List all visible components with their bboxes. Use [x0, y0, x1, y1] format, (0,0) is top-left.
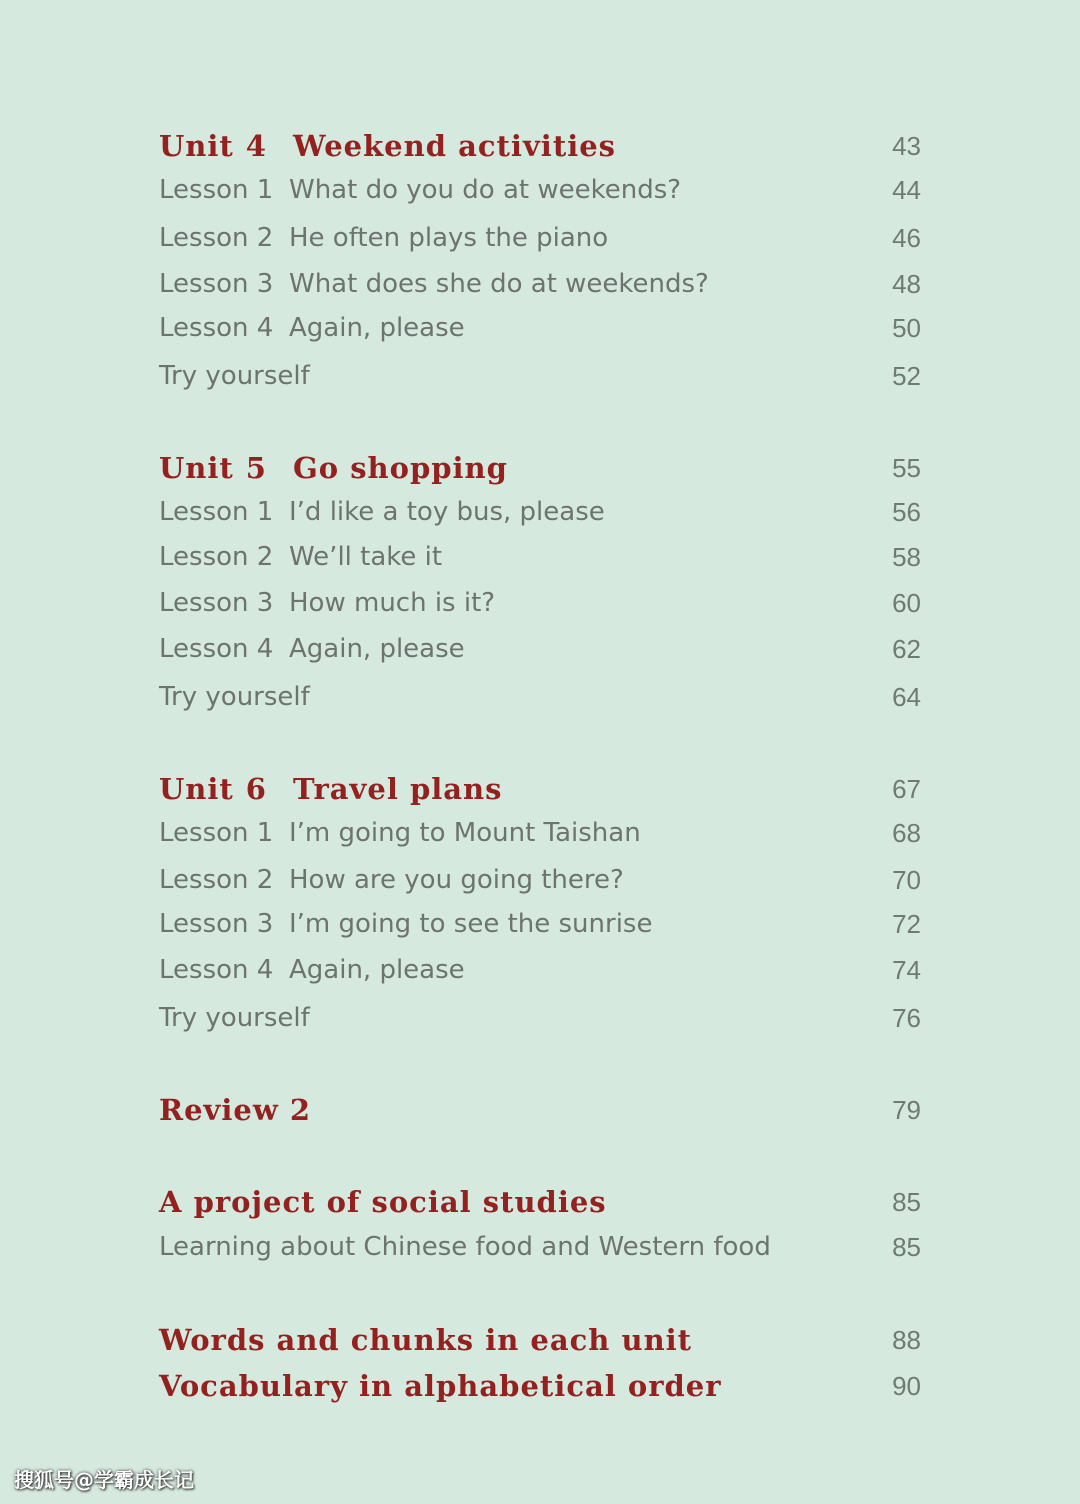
lesson-number: Lesson 4 [159, 313, 274, 343]
lesson-number: Lesson 1 [159, 497, 274, 527]
unit-6-heading[interactable] [159, 767, 921, 811]
vocabulary-heading[interactable] [159, 1364, 921, 1408]
lesson-page: 62 [892, 634, 921, 664]
lesson-page: 44 [892, 175, 921, 205]
unit-6-label [159, 767, 502, 811]
lesson-page: 64 [892, 682, 921, 712]
unit-4-lesson-3[interactable] [159, 262, 921, 306]
unit-6-lesson-4[interactable] [159, 948, 921, 992]
lesson-page: 70 [892, 865, 921, 895]
lesson-page: 58 [892, 542, 921, 572]
lesson-page: 48 [892, 269, 921, 299]
lesson-title: Try yourself [159, 682, 310, 712]
vocabulary-page: 90 [892, 1371, 921, 1401]
lesson-title: Again, please [289, 313, 465, 343]
lesson-number: Lesson 3 [159, 588, 274, 618]
lesson-title: What does she do at weekends? [289, 269, 709, 299]
lesson-page: 60 [892, 588, 921, 618]
unit-word: Unit [159, 451, 234, 485]
unit-6-lesson-3[interactable] [159, 902, 921, 946]
lesson-title: He often plays the piano [289, 223, 609, 253]
lesson-number: Lesson 4 [159, 634, 274, 664]
unit-5-label [159, 446, 508, 490]
lesson-number: Lesson 2 [159, 223, 274, 253]
unit-4-lesson-4[interactable] [159, 306, 921, 350]
lesson-title: I’m going to see the sunrise [289, 909, 653, 939]
unit-word: Unit [159, 772, 234, 806]
unit-5-lesson-1[interactable] [159, 490, 921, 534]
lesson-page: 74 [892, 955, 921, 985]
project-subtitle-page: 85 [892, 1232, 921, 1262]
unit-4-heading[interactable] [159, 124, 921, 168]
watermark-text: 搜狐号@学霸成长记 [14, 1468, 194, 1492]
unit-5-lesson-4[interactable] [159, 627, 921, 671]
unit-number: 4 [245, 129, 267, 163]
lesson-number: Lesson 1 [159, 818, 274, 848]
lesson-title: Try yourself [159, 361, 310, 391]
vocabulary-title: Vocabulary in alphabetical order [159, 1369, 722, 1403]
lesson-number: Lesson 2 [159, 865, 274, 895]
unit-6-lesson-1[interactable] [159, 811, 921, 855]
unit-4-label [159, 124, 616, 168]
lesson-title: How are you going there? [289, 865, 624, 895]
project-page: 85 [892, 1187, 921, 1217]
project-title: A project of social studies [159, 1185, 607, 1219]
lesson-page: 46 [892, 223, 921, 253]
lesson-title: I’m going to Mount Taishan [289, 818, 641, 848]
unit-title: Weekend activities [292, 129, 617, 163]
unit-title: Go shopping [292, 451, 508, 485]
lesson-page: 56 [892, 497, 921, 527]
lesson-number: Lesson 3 [159, 909, 274, 939]
lesson-page: 72 [892, 909, 921, 939]
unit-5-try-yourself[interactable] [159, 675, 921, 719]
review-heading[interactable] [159, 1088, 921, 1132]
lesson-title: What do you do at weekends? [289, 175, 682, 205]
unit-6-page: 67 [892, 774, 921, 804]
lesson-title: Try yourself [159, 1003, 310, 1033]
unit-4-page: 43 [892, 131, 921, 161]
lesson-page: 76 [892, 1003, 921, 1033]
review-title: Review 2 [159, 1093, 312, 1127]
lesson-title: Again, please [289, 634, 465, 664]
unit-5-page: 55 [892, 453, 921, 483]
unit-4-lesson-1[interactable] [159, 168, 921, 212]
lesson-page: 52 [892, 361, 921, 391]
unit-5-lesson-2[interactable] [159, 535, 921, 579]
unit-6-try-yourself[interactable] [159, 996, 921, 1040]
review-page: 79 [892, 1095, 921, 1125]
unit-5-heading[interactable] [159, 446, 921, 490]
unit-number: 6 [245, 772, 267, 806]
lesson-title: We’ll take it [289, 542, 443, 572]
lesson-title: Again, please [289, 955, 465, 985]
lesson-number: Lesson 4 [159, 955, 274, 985]
unit-4-try-yourself[interactable] [159, 354, 921, 398]
lesson-number: Lesson 3 [159, 269, 274, 299]
unit-word: Unit [159, 129, 234, 163]
unit-title: Travel plans [292, 772, 503, 806]
lesson-number: Lesson 2 [159, 542, 274, 572]
lesson-title: How much is it? [289, 588, 496, 618]
words-page: 88 [892, 1325, 921, 1355]
unit-number: 5 [245, 451, 267, 485]
project-heading[interactable] [159, 1180, 921, 1224]
lesson-number: Lesson 1 [159, 175, 274, 205]
lesson-title: I’d like a toy bus, please [289, 497, 605, 527]
lesson-page: 68 [892, 818, 921, 848]
project-subtitle-row[interactable] [159, 1225, 921, 1269]
words-title: Words and chunks in each unit [159, 1323, 693, 1357]
project-subtitle: Learning about Chinese food and Western food [159, 1232, 771, 1262]
lesson-page: 50 [892, 313, 921, 343]
unit-6-lesson-2[interactable] [159, 858, 921, 902]
unit-4-lesson-2[interactable] [159, 216, 921, 260]
words-heading[interactable] [159, 1318, 921, 1362]
unit-5-lesson-3[interactable] [159, 581, 921, 625]
